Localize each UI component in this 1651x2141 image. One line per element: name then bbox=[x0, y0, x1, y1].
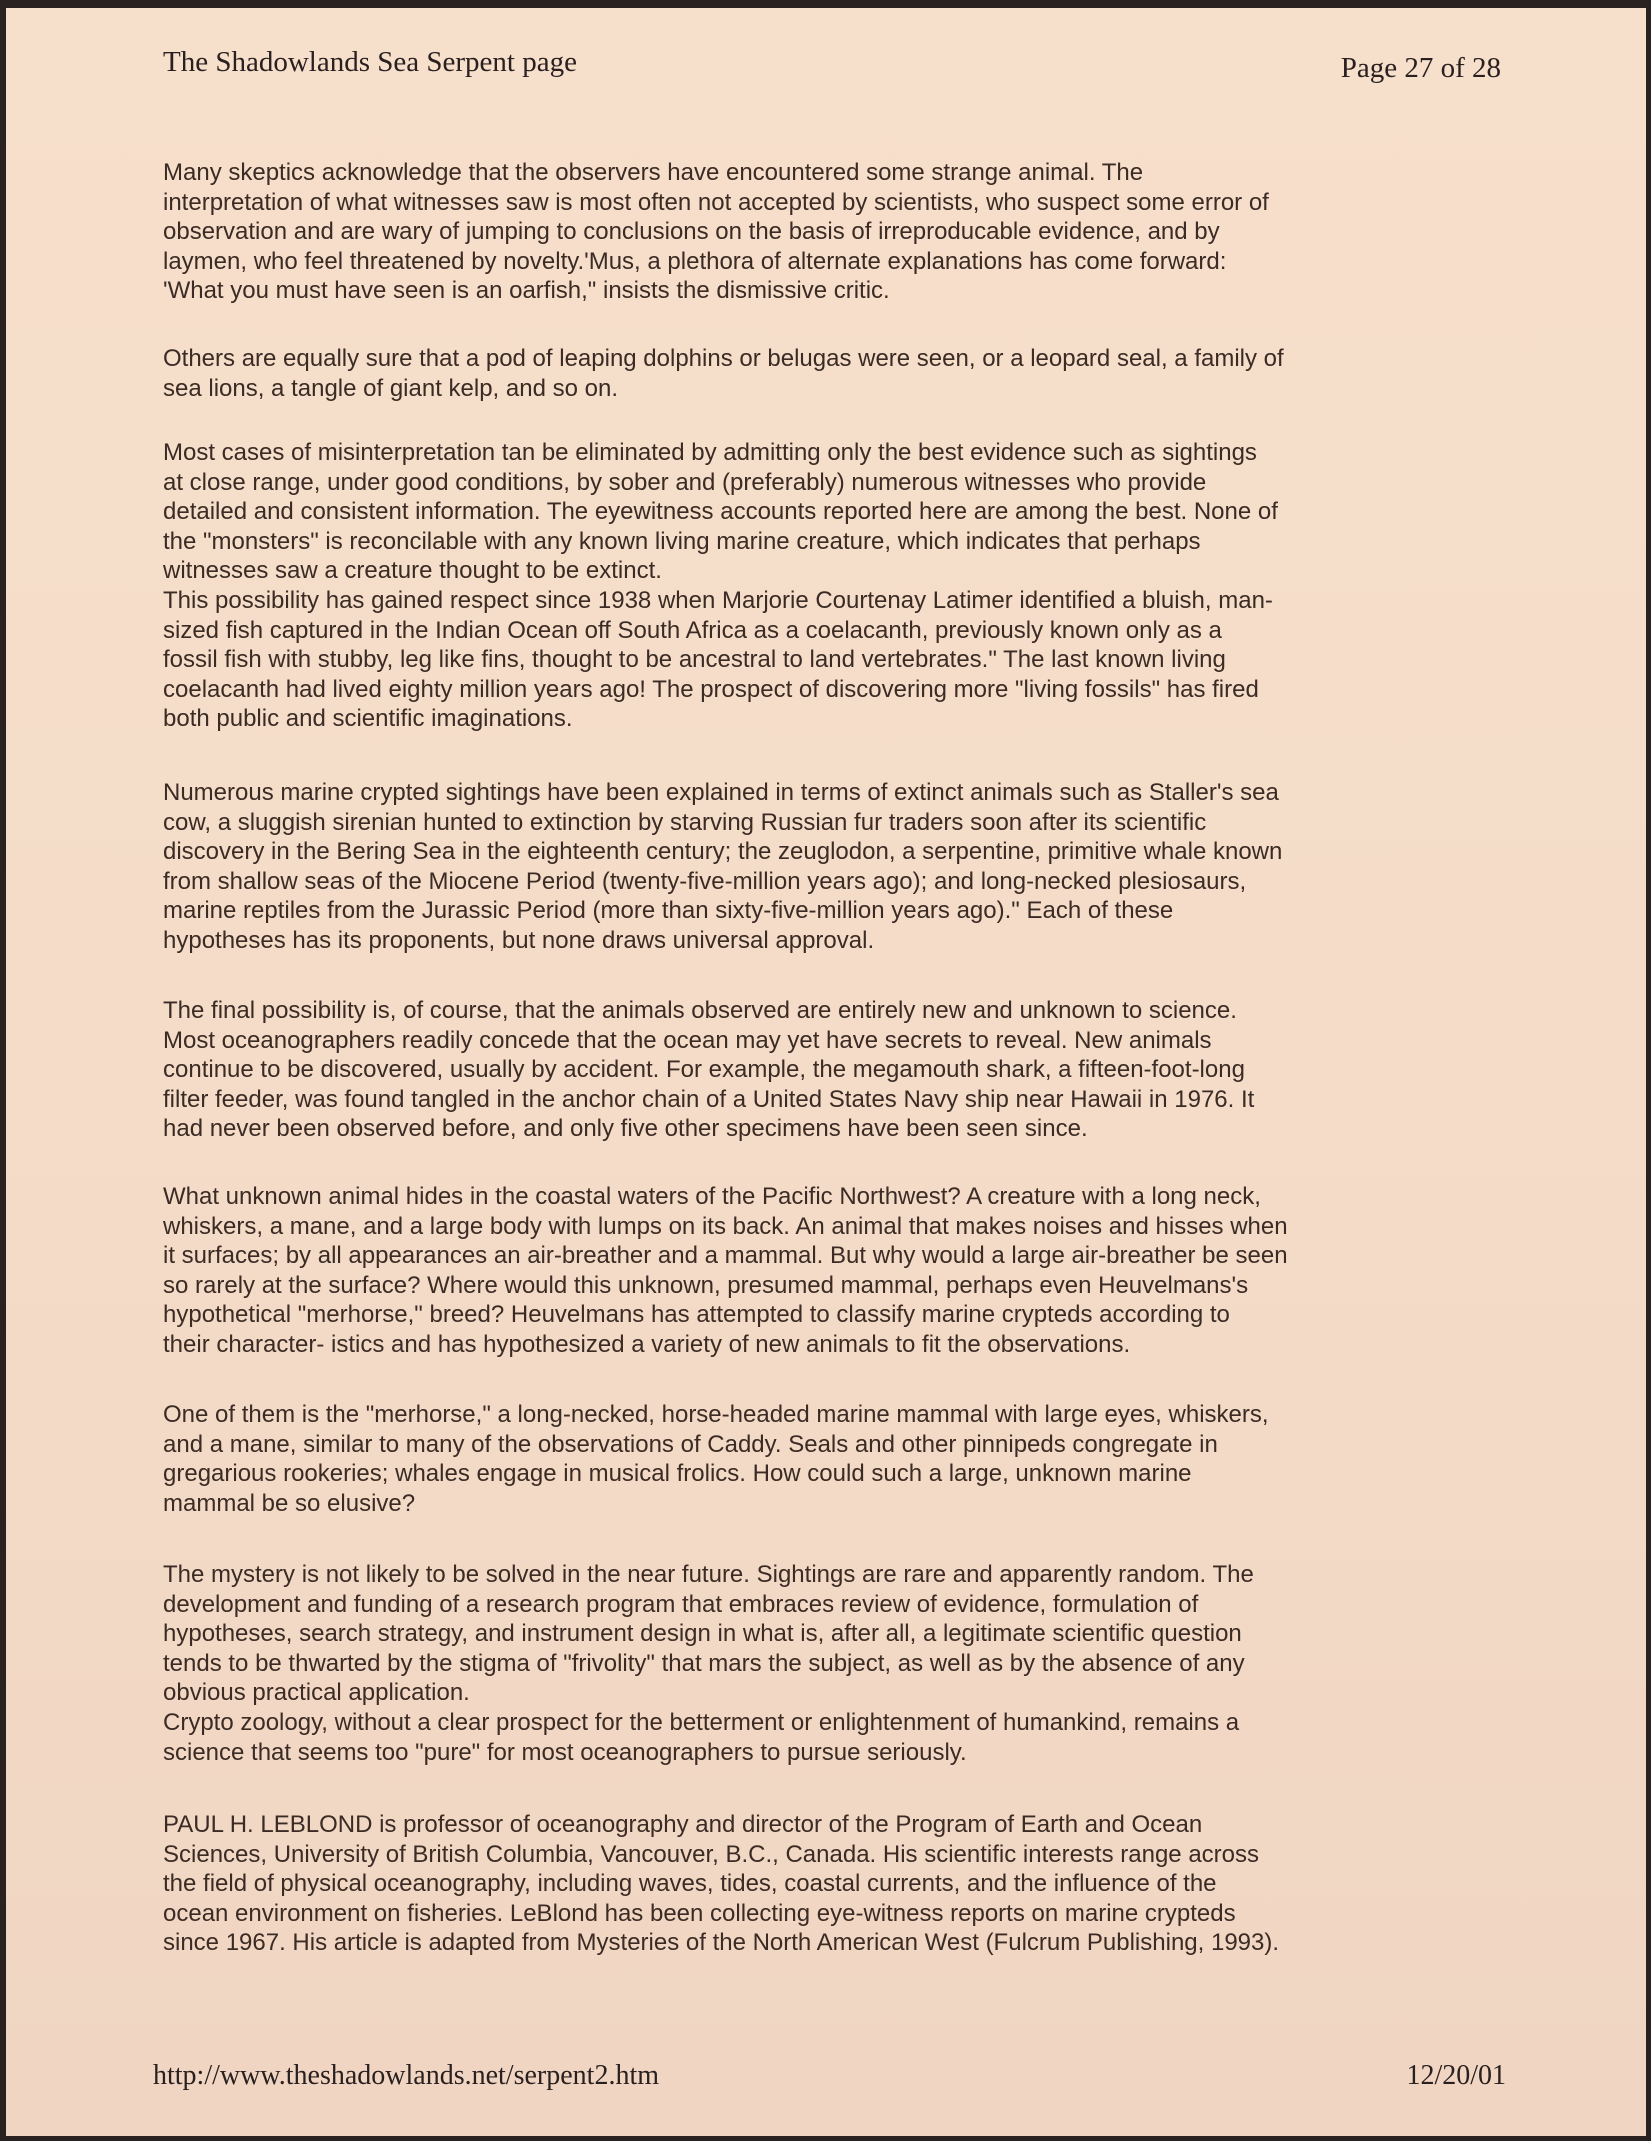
text-line: Many skeptics acknowledge that the observers have encountered some strange animal. The bbox=[163, 159, 1144, 186]
paragraph bbox=[163, 158, 1269, 306]
text-line: interpretation of what witnesses saw is most often not accepted by scientists, who suspect some error of bbox=[163, 188, 1269, 216]
text-line: the field of physical oceanography, including waves, tides, coastal currents, and the influence of the bbox=[163, 1870, 1217, 1898]
text-line: development and funding of a research program that embraces review of evidence, formulation of bbox=[163, 1590, 1199, 1618]
text-line: hypothetical "merhorse," breed? Heuvelmans has attempted to classify marine crypteds according to bbox=[163, 1301, 1230, 1329]
paragraph bbox=[163, 1560, 1254, 1767]
text-line: filter feeder, was found tangled in the anchor chain of a United States Navy ship near Hawaii in 1976. It bbox=[163, 1085, 1255, 1113]
text-line: it surfaces; by all appearances an air-breather and a mammal. But why would a large air-breather be seen bbox=[163, 1242, 1288, 1270]
page-header-title: The Shadowlands Sea Serpent page bbox=[163, 46, 577, 78]
text-line: obvious practical application. bbox=[163, 1679, 470, 1707]
text-line: both public and scientific imaginations. bbox=[163, 705, 573, 733]
text-line: hypotheses has its proponents, but none draws universal approval. bbox=[163, 926, 875, 954]
text-line: tends to be thwarted by the stigma of "frivolity" that mars the subject, as well as by the absence of any bbox=[163, 1649, 1245, 1677]
paragraph bbox=[163, 1400, 1269, 1518]
text-line: laymen, who feel threatened by novelty.'Mus, a plethora of alternate explanations has come forward: bbox=[163, 247, 1227, 275]
text-line: The final possibility is, of course, that the animals observed are entirely new and unknown to science. bbox=[163, 997, 1237, 1024]
text-line: PAUL H. LEBLOND is professor of oceanography and director of the Program of Earth and Ocean bbox=[163, 1811, 1203, 1838]
text-line: and a mane, similar to many of the observations of Caddy. Seals and other pinnipeds congregate in bbox=[163, 1430, 1218, 1458]
author-bio-paragraph bbox=[163, 1810, 1279, 1958]
text-line: Others are equally sure that a pod of leaping dolphins or belugas were seen, or a leopard seal, a family of bbox=[163, 345, 1284, 372]
text-line: witnesses saw a creature thought to be extinct. bbox=[163, 557, 662, 585]
document-page bbox=[6, 8, 1646, 2136]
text-line: Most oceanographers readily concede that the ocean may yet have secrets to reveal. New animals bbox=[163, 1026, 1212, 1054]
text-line: continue to be discovered, usually by accident. For example, the megamouth shark, a fifteen-foot-long bbox=[163, 1056, 1245, 1084]
footer-date: 12/20/01 bbox=[1406, 2060, 1506, 2091]
paragraph bbox=[163, 996, 1254, 1144]
text-line: since 1967. His article is adapted from Mysteries of the North American West (Fulcrum Publishing, 1993). bbox=[163, 1929, 1280, 1957]
text-line: sea lions, a tangle of giant kelp, and so on. bbox=[163, 374, 618, 402]
text-line: What unknown animal hides in the coastal waters of the Pacific Northwest? A creature with a long neck, bbox=[163, 1183, 1261, 1210]
text-line: Sciences, University of British Columbia, Vancouver, B.C., Canada. His scientific interests range across bbox=[163, 1840, 1260, 1868]
text-line: marine reptiles from the Jurassic Period (more than sixty-five-million years ago)." Each of these bbox=[163, 897, 1174, 925]
page-number: Page 27 of 28 bbox=[1340, 52, 1501, 84]
text-line: One of them is the "merhorse," a long-necked, horse-headed marine mammal with large eyes, whiskers, bbox=[163, 1401, 1269, 1428]
text-line: whiskers, a mane, and a large body with lumps on its back. An animal that makes noises and hisses when bbox=[163, 1212, 1288, 1240]
text-line: so rarely at the surface? Where would this unknown, presumed mammal, perhaps even Heuvelmans's bbox=[163, 1271, 1249, 1299]
text-line: 'What you must have seen is an oarfish," insists the dismissive critic. bbox=[163, 277, 890, 305]
text-line: This possibility has gained respect since 1938 when Marjorie Courtenay Latimer identified a bluish, man- bbox=[163, 586, 1273, 614]
text-line: cow, a sluggish sirenian hunted to extinction by starving Russian fur traders soon after its scientific bbox=[163, 808, 1207, 836]
text-line: had never been observed before, and only five other specimens have been seen since. bbox=[163, 1115, 1088, 1143]
text-line: Most cases of misinterpretation tan be eliminated by admitting only the best evidence such as sightings bbox=[163, 439, 1257, 466]
text-line: The mystery is not likely to be solved in the near future. Sightings are rare and apparently random. The bbox=[163, 1561, 1254, 1588]
text-line: from shallow seas of the Miocene Period (twenty-five-million years ago); and long-necked plesiosaurs, bbox=[163, 867, 1247, 895]
text-line: sized fish captured in the Indian Ocean off South Africa as a coelacanth, previously known only as a bbox=[163, 616, 1222, 644]
text-line: mammal be so elusive? bbox=[163, 1489, 416, 1517]
text-line: coelacanth had lived eighty million years ago! The prospect of discovering more "living fossils" has fired bbox=[163, 675, 1259, 703]
text-line: ocean environment on fisheries. LeBlond has been collecting eye-witness reports on marine crypteds bbox=[163, 1899, 1236, 1927]
text-line: detailed and consistent information. The eyewitness accounts reported here are among the best. None of bbox=[163, 498, 1278, 526]
text-line: their character- istics and has hypothesized a variety of new animals to fit the observations. bbox=[163, 1330, 1131, 1358]
footer-url: http://www.theshadowlands.net/serpent2.htm bbox=[153, 2060, 659, 2091]
paragraph bbox=[163, 344, 1284, 403]
text-line: observation and are wary of jumping to conclusions on the basis of irreproducable evidence, and by bbox=[163, 218, 1220, 246]
text-line: gregarious rookeries; whales engage in musical frolics. How could such a large, unknown marine bbox=[163, 1460, 1192, 1488]
paragraph bbox=[163, 778, 1282, 956]
text-line: science that seems too "pure" for most oceanographers to pursue seriously. bbox=[163, 1738, 967, 1766]
paragraph bbox=[163, 438, 1278, 734]
paragraph bbox=[163, 1182, 1288, 1360]
text-line: at close range, under good conditions, by sober and (preferably) numerous witnesses who provide bbox=[163, 468, 1207, 496]
text-line: discovery in the Bering Sea in the eighteenth century; the zeuglodon, a serpentine, primitive whale known bbox=[163, 838, 1283, 866]
text-line: fossil fish with stubby, leg like fins, thought to be ancestral to land vertebrates." The last known living bbox=[163, 646, 1226, 674]
text-line: Numerous marine crypted sightings have been explained in terms of extinct animals such as Staller's sea bbox=[163, 779, 1279, 806]
text-line: the "monsters" is reconcilable with any known living marine creature, which indicates that perhaps bbox=[163, 527, 1201, 555]
text-line: hypotheses, search strategy, and instrument design in what is, after all, a legitimate scientific question bbox=[163, 1620, 1242, 1648]
text-line: Crypto zoology, without a clear prospect for the betterment or enlightenment of humankind, remains a bbox=[163, 1708, 1240, 1736]
